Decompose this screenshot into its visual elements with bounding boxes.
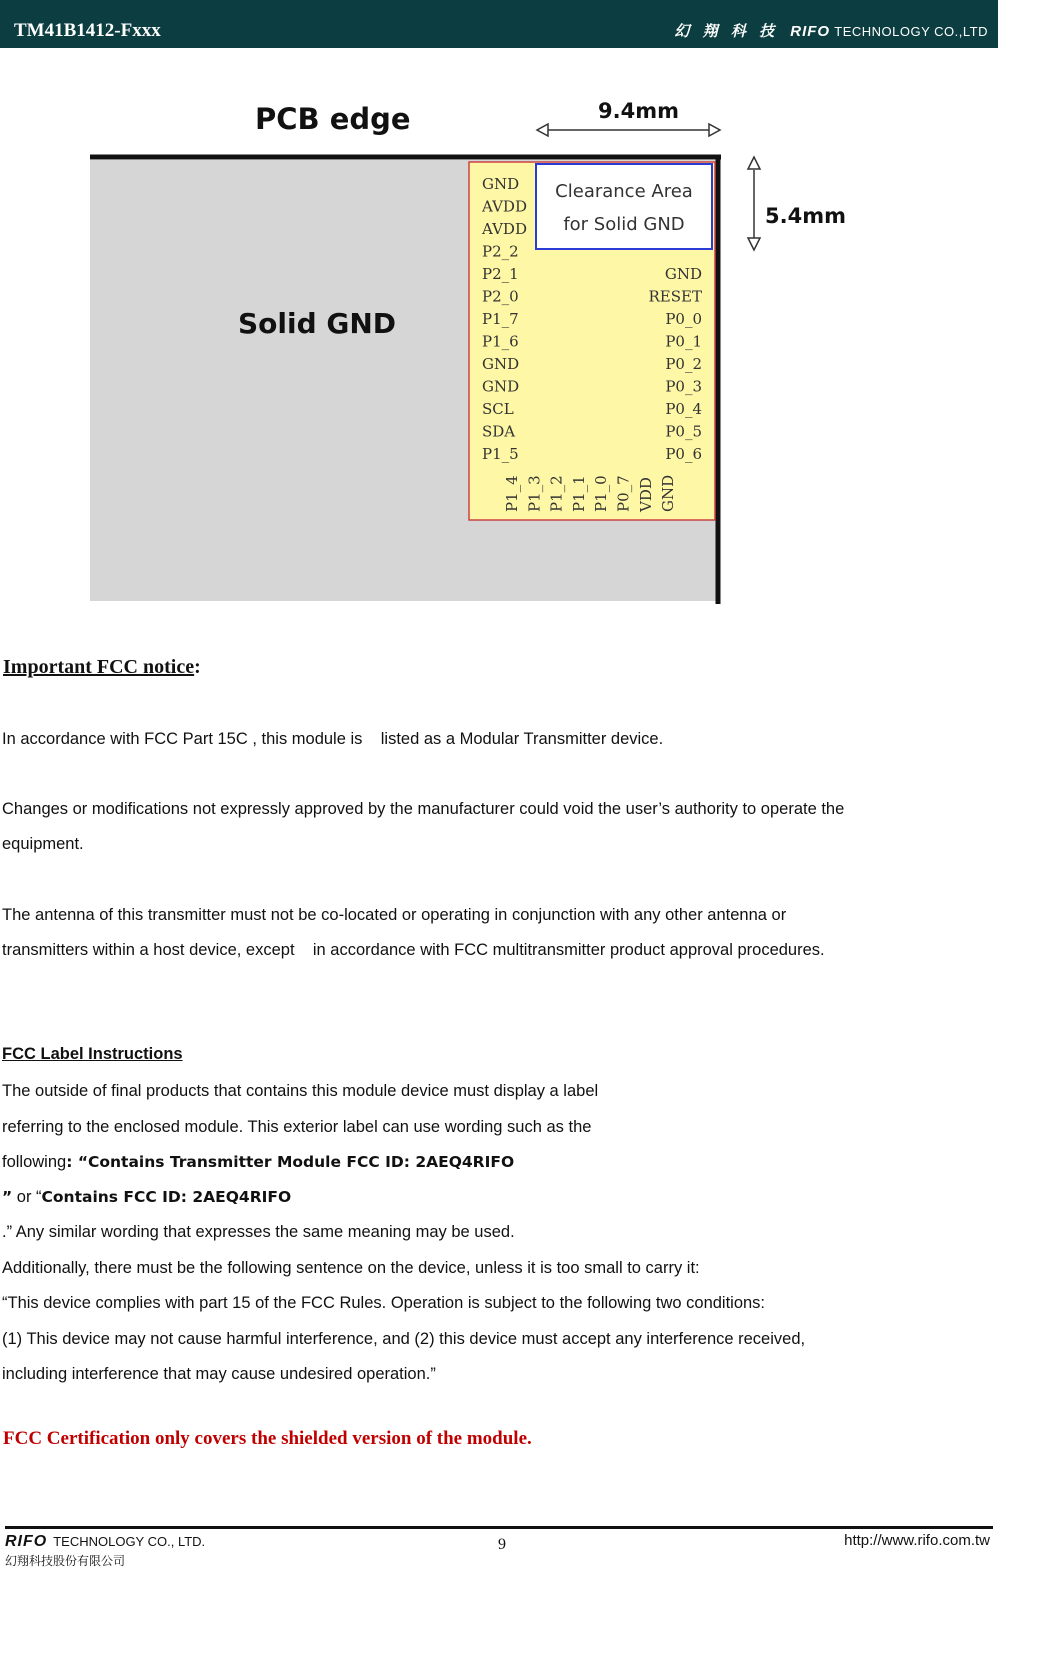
notice-paragraph-2-line-2: equipment. [2,835,84,853]
right-pin-label: P0_1 [665,332,702,351]
right-pin-label: GND [664,265,702,283]
label-line-3 [2,1152,514,1172]
height-dimension-arrow [748,157,760,250]
right-pin-label: P0_0 [665,310,702,328]
left-pin-label: AVDD [482,220,527,238]
clearance-label-line2: for Solid GND [563,214,685,235]
right-pin-label: RESET [648,287,702,306]
left-pin-label: GND [482,175,520,193]
page-number: 9 [498,1536,506,1553]
height-dimension-label: 5.4mm [765,204,846,228]
label-line-8: (1) This device may not cause harmful interference, and (2) this device must accept any interference received, [2,1330,806,1348]
width-dimension-label: 9.4mm [598,99,679,123]
label-line-9: including interference that may cause undesired operation.” [2,1365,436,1383]
label-line-3-bold: : “Contains Transmitter Module FCC ID: 2AEQ4RIFO [66,1153,515,1171]
left-pin-label: GND [482,355,520,373]
left-pin-label: GND [482,377,520,396]
notice-paragraph-3-line-1: The antenna of this transmitter must not be co-located or operating in conjunction with any other antenna or [2,906,787,924]
right-pin-label: P0_5 [665,422,702,441]
fcc-notice-title-text: Important FCC notice [3,656,195,678]
logo-brand: RIFO [790,23,831,40]
label-line-5: .” Any similar wording that expresses the same meaning may be used. [2,1223,515,1241]
header-logo [674,20,988,41]
label-line-1: The outside of final products that contains this module device must display a label [2,1082,599,1100]
bottom-pin-label: P1_2 [547,475,566,512]
notice-paragraph-3-line-2: transmitters within a host device, except in accordance with FCC multitransmitter product approval procedures. [2,941,825,959]
footer-url: http://www.rifo.com.tw [844,1532,990,1549]
footer-logo-chinese: 幻翔科技股份有限公司 [5,1554,126,1568]
bottom-pin-label: P0_7 [614,475,633,512]
footer-logo-technology: TECHNOLOGY CO., LTD. [53,1534,206,1549]
bottom-pin-label: P1_1 [569,475,588,512]
bottom-pin-label: P1_4 [503,475,521,512]
label-line-6: Additionally, there must be the following sentence on the device, unless it is too small to carry it: [2,1259,700,1277]
certification-note: FCC Certification only covers the shielded version of the module. [3,1428,532,1449]
left-pin-label: P2_2 [482,242,519,261]
label-line-4-quote: ” [2,1188,13,1206]
clearance-area-box [536,164,712,249]
bottom-pin-label: VDD [636,477,655,512]
notice-paragraph-2-line-1: Changes or modifications not expressly approved by the manufacturer could void the user’s authority to operate the [2,800,845,818]
left-pin-label: P1_5 [482,445,519,463]
right-pin-label: P0_4 [665,400,702,418]
bottom-pin-label: P1_0 [592,475,611,512]
logo-chinese: 幻 翔 科 技 [674,22,779,40]
label-line-3-prefix: following [2,1153,67,1171]
left-pin-label: SDA [482,422,516,441]
logo-technology: TECHNOLOGY CO.,LTD [834,24,988,39]
width-dimension-arrow [537,124,720,136]
footer-logo-brand: RIFO [5,1533,48,1550]
fcc-notice-title-colon: : [194,656,201,678]
clearance-label-line1: Clearance Area [555,181,693,202]
label-line-2: referring to the enclosed module. This exterior label can use wording such as the [2,1118,592,1136]
right-pin-label: P0_3 [665,377,702,396]
right-pin-label: P0_6 [665,445,702,463]
left-pin-label: P2_1 [482,265,519,283]
left-pin-label: SCL [482,400,514,418]
pcb-edge-label: PCB edge [255,102,411,136]
notice-paragraph-1: In accordance with FCC Part 15C , this module is listed as a Modular Transmitter device. [2,730,664,748]
label-line-4 [2,1187,291,1207]
label-line-4-middle: or “ [12,1188,42,1206]
left-pin-label: P2_0 [482,287,519,306]
solid-gnd-label: Solid GND [238,307,397,340]
label-line-7: “This device complies with part 15 of the FCC Rules. Operation is subject to the following two conditions: [2,1294,766,1312]
document-title: TM41B1412-Fxxx [14,20,161,41]
label-instructions-title: FCC Label Instructions [2,1045,183,1063]
right-pin-label: P0_2 [665,355,702,373]
label-line-4-bold: Contains FCC ID: 2AEQ4RIFO [41,1188,292,1206]
left-pin-label: P1_6 [482,332,519,351]
left-pin-label: AVDD [482,197,527,216]
footer-logo [5,1533,205,1569]
bottom-pin-label: P1_3 [525,475,544,512]
page-header [0,0,998,48]
footer-divider [5,1526,993,1529]
left-pin-label: P1_7 [482,310,519,328]
fcc-notice-title [3,656,201,679]
bottom-pin-label: GND [659,474,678,512]
pcb-layout-diagram [0,60,900,620]
